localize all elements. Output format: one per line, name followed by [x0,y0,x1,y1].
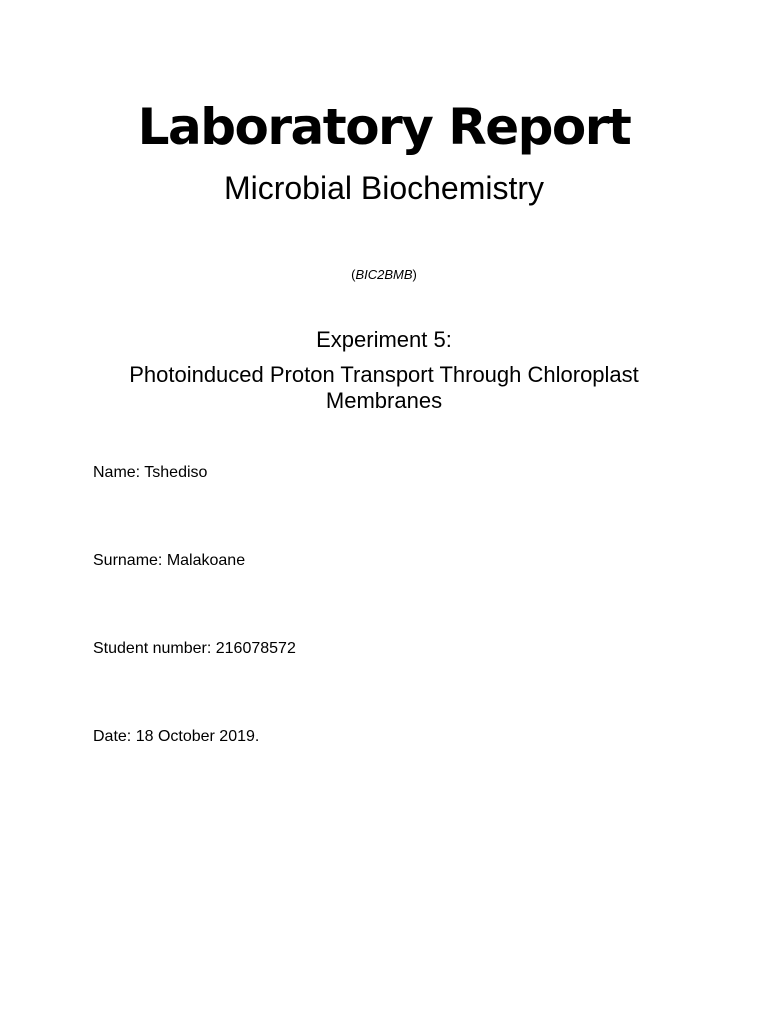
course-code-open-paren: ( [351,267,356,282]
course-code-value: BIC2BMB [355,267,413,282]
date-label: Date: [93,728,132,745]
course-code-close-paren: ) [412,267,417,282]
experiment-title: Photoinduced Proton Transport Through Chloroplast Membranes [129,362,639,413]
course-code [0,266,768,284]
surname-value: Malakoane [166,552,246,569]
surname-line [93,551,245,571]
date-line [93,727,259,747]
date-value: 18 October 2019. [135,728,260,745]
student-number-line [93,639,296,659]
course-subtitle: Microbial Biochemistry [223,170,545,206]
name-line [93,463,207,483]
student-number-value: 216078572 [215,640,296,657]
name-value: Tshediso [144,464,208,481]
student-number-label: Student number: [93,640,212,657]
name-label: Name: [93,464,141,481]
experiment-number: Experiment 5: [316,327,452,352]
report-title: Laboratory Report [137,98,631,156]
surname-label: Surname: [93,552,163,569]
